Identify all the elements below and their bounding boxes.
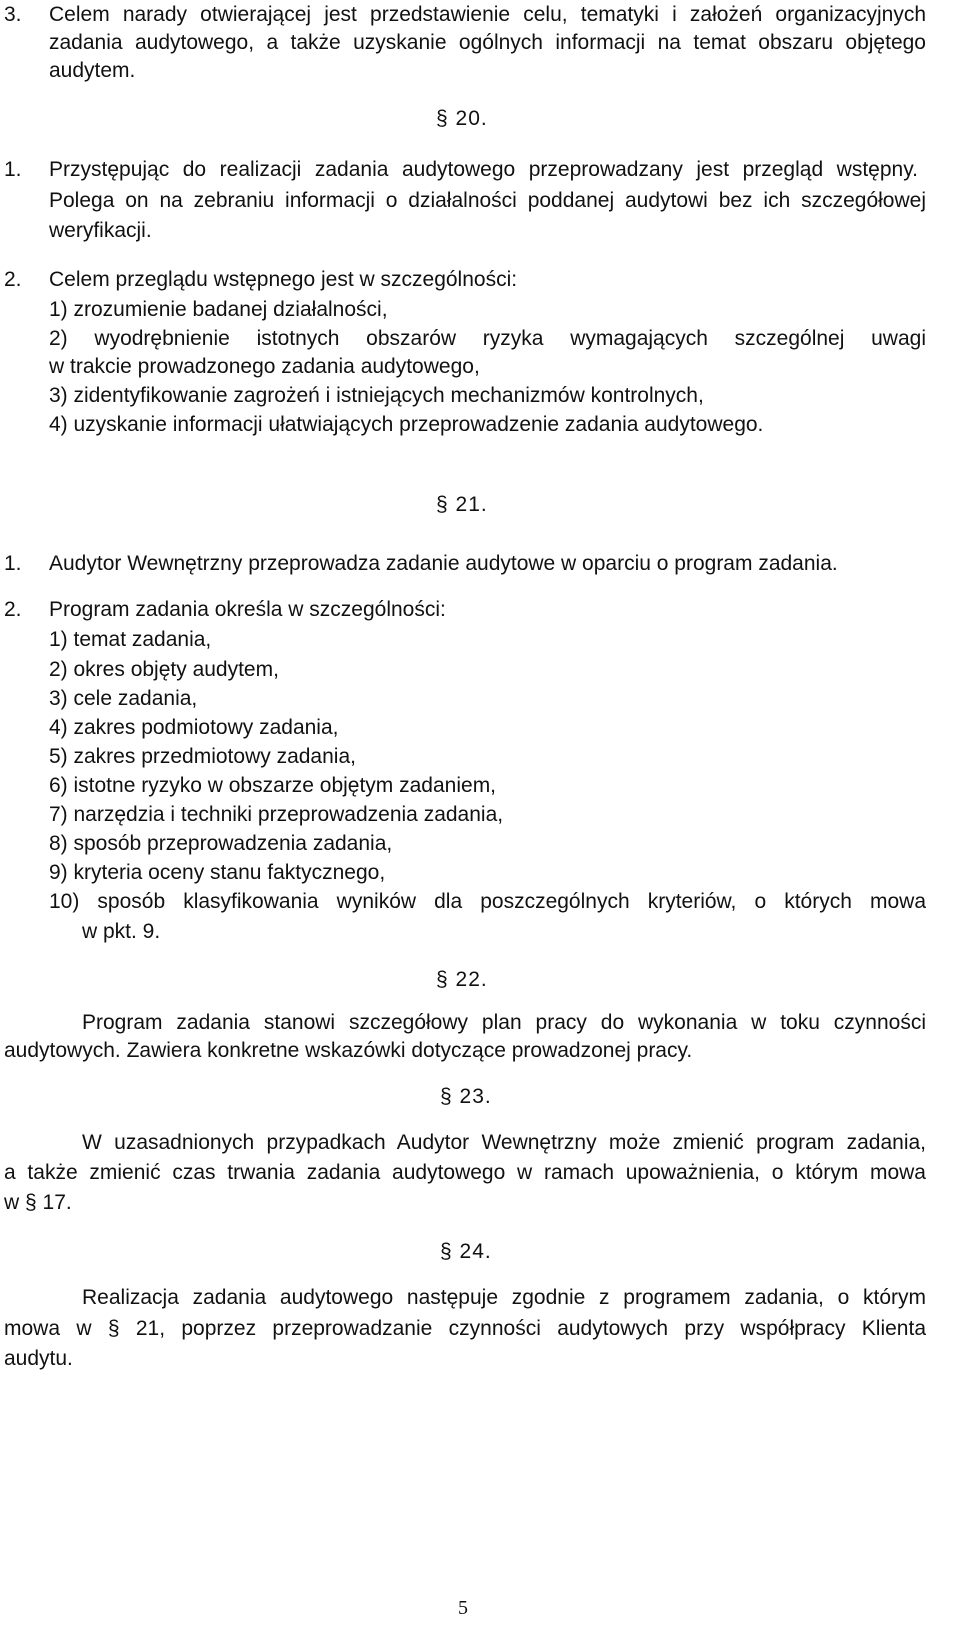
section-heading: § 20. xyxy=(436,107,488,130)
paragraph-line: audytu. xyxy=(4,1347,73,1370)
list-item: 2) okres objęty audytem, xyxy=(49,658,279,681)
list-intro: Program zadania określa w szczególności: xyxy=(49,598,446,621)
section-heading: § 21. xyxy=(436,493,488,516)
section-heading: § 23. xyxy=(440,1085,492,1108)
paragraph-line: w § 17. xyxy=(4,1191,72,1214)
paragraph-number: 2. xyxy=(4,598,22,621)
list-item: 4) zakres podmiotowy zadania, xyxy=(49,716,339,739)
page-number: 5 xyxy=(458,1597,468,1619)
list-item: 2) wyodrębnienie istotnych obszarów ryzyka wymagających szczególnej uwagi xyxy=(49,327,926,350)
list-item: 6) istotne ryzyko w obszarze objętym zadaniem, xyxy=(49,774,497,797)
paragraph-line: zadania audytowego, a także uzyskanie ogólnych informacji na temat obszaru objętego xyxy=(49,31,926,54)
paragraph-number: 1. xyxy=(4,552,22,575)
list-intro: Celem przeglądu wstępnego jest w szczególności: xyxy=(49,268,518,291)
paragraph-line: W uzasadnionych przypadkach Audytor Wewnętrzny może zmienić program zadania, xyxy=(82,1131,926,1154)
paragraph-line: audytowych. Zawiera konkretne wskazówki dotyczące prowadzonej pracy. xyxy=(4,1039,693,1062)
list-item: 10) sposób klasyfikowania wyników dla poszczególnych kryteriów, o których mowa xyxy=(49,890,926,913)
section-heading: § 24. xyxy=(440,1240,492,1263)
paragraph-line: a także zmienić czas trwania zadania audytowego w ramach upoważnienia, o którym mowa xyxy=(4,1161,926,1184)
list-item: 9) kryteria oceny stanu faktycznego, xyxy=(49,861,386,884)
list-item: 1) zrozumienie badanej działalności, xyxy=(49,298,388,321)
list-item: 3) zidentyfikowanie zagrożeń i istniejących mechanizmów kontrolnych, xyxy=(49,384,704,407)
paragraph-line: mowa w § 21, poprzez przeprowadzanie czynności audytowych przy współpracy Klienta xyxy=(4,1317,926,1340)
list-item: 4) uzyskanie informacji ułatwiających przeprowadzenie zadania audytowego. xyxy=(49,413,764,436)
paragraph-line: Przystępując do realizacji zadania audytowego przeprowadzany jest przegląd wstępny. xyxy=(49,158,918,181)
paragraph-number: 1. xyxy=(4,158,22,181)
section-heading: § 22. xyxy=(436,968,488,991)
paragraph-line: weryfikacji. xyxy=(49,219,152,242)
paragraph-number: 3. xyxy=(4,3,22,26)
paragraph-line: Polega on na zebraniu informacji o działalności poddanej audytowi bez ich szczegółowej xyxy=(49,189,926,212)
list-item: 1) temat zadania, xyxy=(49,628,212,651)
paragraph-number: 2. xyxy=(4,268,22,291)
list-item: 3) cele zadania, xyxy=(49,687,198,710)
list-item: 5) zakres przedmiotowy zadania, xyxy=(49,745,356,768)
list-item-continuation: w pkt. 9. xyxy=(82,920,161,943)
paragraph-line: audytem. xyxy=(49,59,136,82)
paragraph-line: Celem narady otwierającej jest przedstawienie celu, tematyki i założeń organizacyjnych xyxy=(49,3,926,26)
list-item-continuation: w trakcie prowadzonego zadania audytowego, xyxy=(49,355,480,378)
list-item: 8) sposób przeprowadzenia zadania, xyxy=(49,832,393,855)
paragraph-line: Realizacja zadania audytowego następuje zgodnie z programem zadania, o którym xyxy=(82,1286,926,1309)
list-item: 7) narzędzia i techniki przeprowadzenia zadania, xyxy=(49,803,504,826)
paragraph-line: Audytor Wewnętrzny przeprowadza zadanie audytowe w oparciu o program zadania. xyxy=(49,552,838,575)
paragraph-line: Program zadania stanowi szczegółowy plan pracy do wykonania w toku czynności xyxy=(82,1011,926,1034)
